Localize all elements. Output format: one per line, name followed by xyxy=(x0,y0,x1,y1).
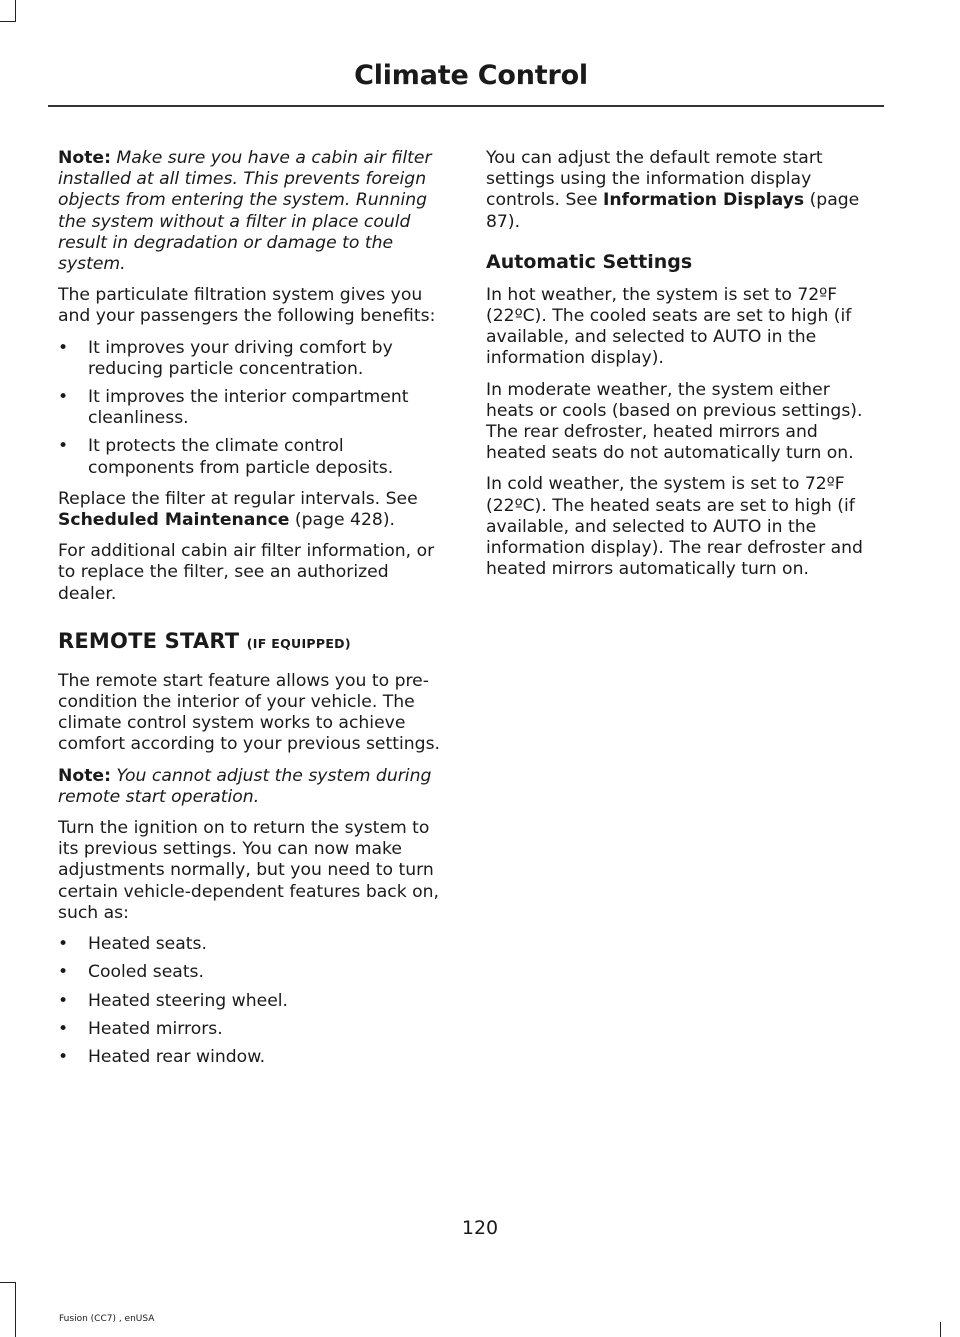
information-displays-link[interactable]: Information Displays xyxy=(602,190,805,211)
scheduled-maintenance-link[interactable]: Scheduled Maintenance xyxy=(58,510,290,531)
replace-paragraph xyxy=(58,489,450,531)
page-number: 120 xyxy=(461,1217,499,1239)
list-item: • Cooled seats. xyxy=(58,962,450,983)
adjust-paragraph xyxy=(486,148,878,233)
moderate-weather-paragraph: In moderate weather, the system either heats or cools (based on previous settings). The rear defroster, heated mirrors and heated seats do not automatically turn on. xyxy=(486,379,863,464)
list-item: • Heated seats. xyxy=(58,934,450,955)
remote-start-note xyxy=(58,766,450,808)
left-column xyxy=(58,148,450,1078)
header-divider xyxy=(48,105,884,107)
automatic-settings-heading: Automatic Settings xyxy=(486,250,693,273)
features-list xyxy=(58,934,450,1068)
list-item: • Heated mirrors. xyxy=(58,1019,450,1040)
filter-note xyxy=(58,148,450,275)
crop-mark-bottom-left-h xyxy=(0,1282,16,1283)
right-column xyxy=(486,148,878,590)
note-label: Note: xyxy=(58,765,111,786)
list-item: • Heated rear window. xyxy=(58,1047,450,1068)
footer-model: Fusion (CC7) , enUSA xyxy=(59,1314,155,1324)
crop-mark-bottom-right-v xyxy=(940,1322,941,1337)
adjust-page-ref: (page 87). xyxy=(486,190,860,232)
adjust-text: You can adjust the default remote start settings using the information display controls. See xyxy=(486,148,823,211)
list-item: • It improves the interior compartment cleanliness. xyxy=(58,387,450,429)
crop-mark-bottom-left-v xyxy=(15,1282,16,1337)
list-item: • Heated steering wheel. xyxy=(58,991,450,1012)
note-text: Make sure you have a cabin air filter installed at all times. This prevents foreign objects from entering the system. Running the system without a filter in place could result in degradation or damage to the system. xyxy=(58,148,432,275)
list-item: • It improves your driving comfort by reducing particle concentration. xyxy=(58,338,450,380)
turn-on-paragraph: Turn the ignition on to return the system to its previous settings. You can now make adjustments normally, but you need to turn certain vehicle-dependent features back on, such as: xyxy=(58,818,440,923)
replace-page-ref: (page 428). xyxy=(289,510,395,531)
remote-start-heading xyxy=(58,629,450,653)
remote-start-intro: The remote start feature allows you to pre-condition the interior of your vehicle. The climate control system works to achieve comfort according to your previous settings. xyxy=(58,670,440,755)
section-title: REMOTE START xyxy=(58,628,240,653)
page-title: Climate Control xyxy=(354,60,588,91)
additional-info: For additional cabin air filter information, or to replace the filter, see an authorized dealer. xyxy=(58,541,435,604)
crop-mark-top-left-h xyxy=(0,21,16,22)
list-item: • It protects the climate control components from particle deposits. xyxy=(58,436,450,478)
hot-weather-paragraph: In hot weather, the system is set to 72ºF (22ºC). The cooled seats are set to high (if available, and selected to AUTO in the information display). xyxy=(486,284,852,369)
crop-mark-top-left-v xyxy=(15,0,16,22)
note-text: You cannot adjust the system during remote start operation. xyxy=(58,765,432,807)
section-qualifier: (IF EQUIPPED) xyxy=(246,635,351,651)
cold-weather-paragraph: In cold weather, the system is set to 72ºF (22ºC). The heated seats are set to high (if available, and selected to AUTO in the information display). The rear defroster and heated mirrors automatically turn on. xyxy=(486,474,863,580)
benefits-list xyxy=(58,338,450,479)
replace-text: Replace the filter at regular intervals. See xyxy=(58,488,418,509)
benefits-intro: The particulate filtration system gives you and your passengers the following benefits: xyxy=(58,285,436,327)
note-label: Note: xyxy=(58,148,111,168)
